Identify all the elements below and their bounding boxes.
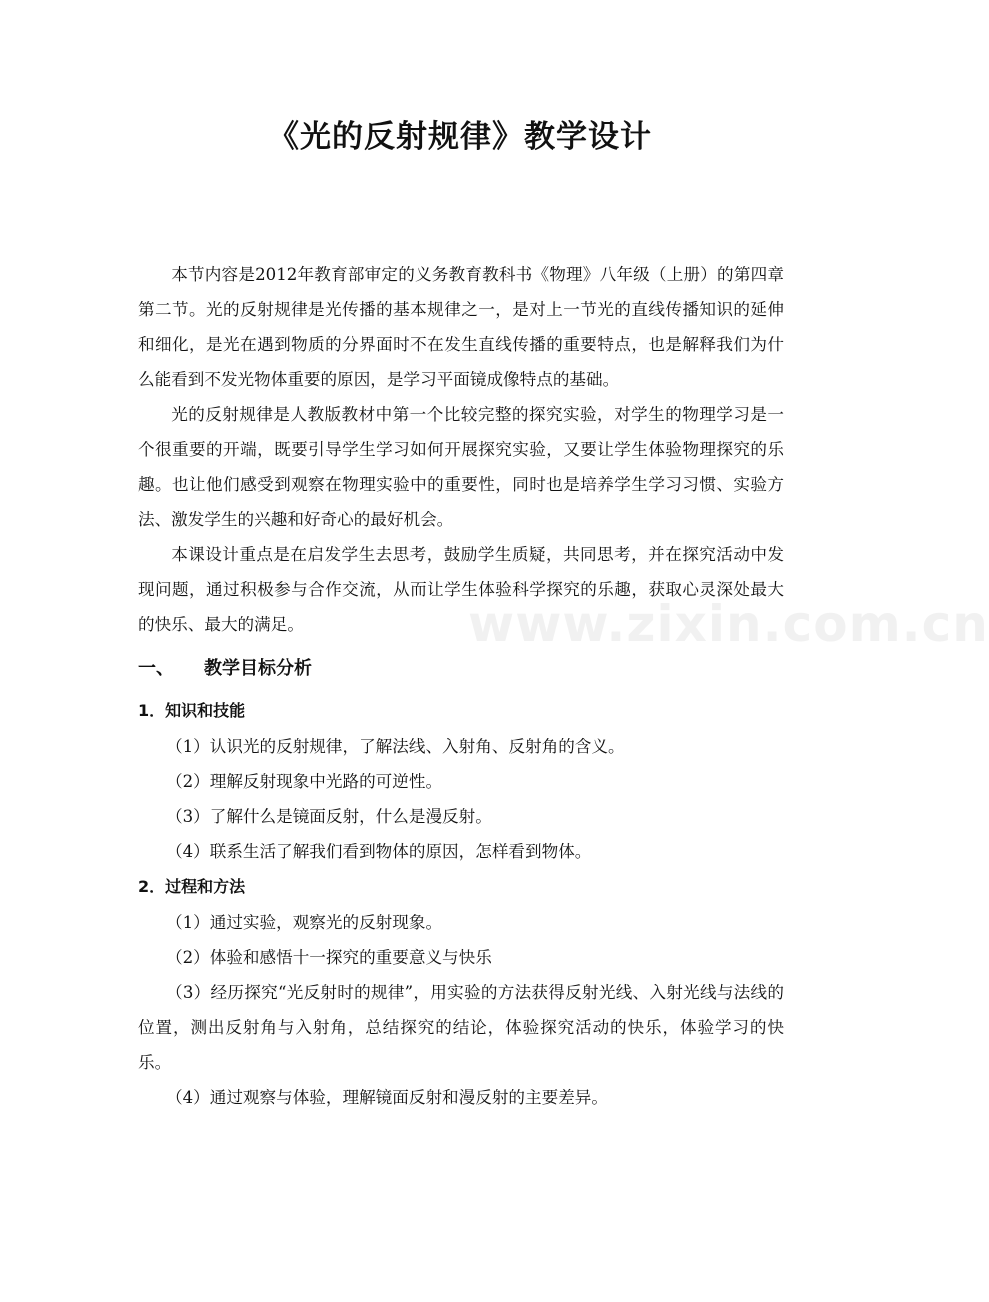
list-item: （2）理解反射现象中光路的可逆性。	[166, 772, 443, 791]
section-title: 教学目标分析	[204, 658, 312, 679]
document-title: 《光的反射规律》教学设计	[268, 119, 652, 155]
section-heading-objectives	[138, 645, 784, 693]
list-item: （2）体验和感悟十一探究的重要意义与快乐	[166, 948, 492, 967]
intro-paragraph-3: 本课设计重点是在启发学生去思考，鼓励学生质疑，共同思考，并在探究活动中发现问题，通过积极参与合作交流，从而让学生体验科学探究的乐趣，获取心灵深处最大的快乐、最大的满足。	[138, 545, 784, 634]
list-item: （3）经历探究“光反射时的规律”，用实验的方法获得反射光线、入射光线与法线的位置，测出反射角与入射角，总结探究的结论，体验探究活动的快乐，体验学习的快乐。	[138, 983, 784, 1072]
watermark: www.zixin.com.cn	[468, 595, 989, 653]
subsection-heading-knowledge: 1．知识和技能	[138, 701, 246, 720]
list-item: （1）通过实验，观察光的反射现象。	[166, 913, 443, 932]
list-item: （4）通过观察与体验，理解镜面反射和漫反射的主要差异。	[166, 1088, 608, 1107]
intro-paragraph-1: 本节内容是2012年教育部审定的义务教育教科书《物理》八年级（上册）的第四章第二节。光的反射规律是光传播的基本规律之一，是对上一节光的直线传播知识的延伸和细化，是光在遇到物质的分界面时不在发生直线传播的重要特点，也是解释我们为什么能看到不发光物体重要的原因，是学习平面镜成像特点的基础。	[138, 265, 784, 389]
list-item: （1）认识光的反射规律，了解法线、入射角、反射角的含义。	[166, 737, 625, 756]
intro-paragraph-2: 光的反射规律是人教版教材中第一个比较完整的探究实验，对学生的物理学习是一个很重要的开端，既要引导学生学习如何开展探究实验，又要让学生体验物理探究的乐趣。也让他们感受到观察在物理实验中的重要性，同时也是培养学生学习习惯、实验方法、激发学生的兴趣和好奇心的最好机会。	[138, 405, 784, 529]
subsection-heading-process: 2．过程和方法	[138, 877, 246, 896]
section-number: 一、	[138, 658, 174, 679]
list-item: （3）了解什么是镜面反射，什么是漫反射。	[166, 807, 492, 826]
document-body	[138, 257, 784, 1115]
list-item: （4）联系生活了解我们看到物体的原因，怎样看到物体。	[166, 842, 592, 861]
